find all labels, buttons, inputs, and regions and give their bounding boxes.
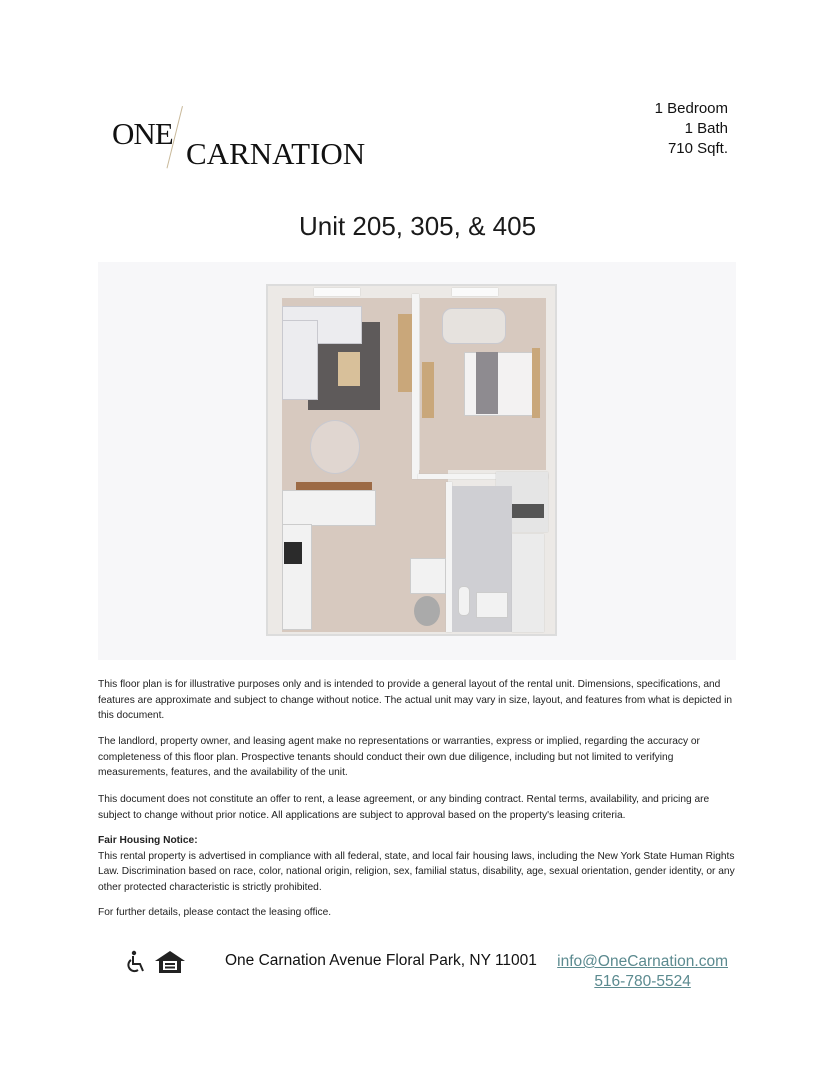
property-address: One Carnation Avenue Floral Park, NY 11001	[225, 952, 537, 969]
logo-word-one: ONE	[112, 116, 173, 151]
equal-housing-opportunity-icon	[154, 950, 186, 979]
floor-plan-image	[266, 284, 557, 636]
contact-info	[557, 952, 728, 992]
spec-area: 710 Sqft.	[667, 140, 728, 157]
disclaimer-no-offer: This document does not constitute an offer to rent, a lease agreement, or any binding contract. Rental terms, availability, and pricing are subject to change without prior notice. All applications are subject to approval based on the property's leasing criteria.	[98, 794, 710, 821]
spec-bathrooms: 1 Bath	[684, 120, 728, 137]
fair-housing-heading: Fair Housing Notice:	[98, 835, 198, 846]
brand-logo	[112, 106, 382, 176]
fair-housing-text: This rental property is advertised in compliance with all federal, state, and local fair housing laws, including the New York State Human Rights Law. Discrimination based on race, color, national origin, religion, sex, familial status, disability, age, sexual orientation, gender identity, or any other protected characteristic is strictly prohibited.	[98, 850, 735, 893]
disclaimer-no-warranty: The landlord, property owner, and leasing agent make no representations or warranties, express or implied, regarding the accuracy or completeness of this floor plan. Prospective tenants should conduct their own due diligence, including but not limited to verifying measurements, features, and the availability of the unit.	[98, 736, 700, 778]
contact-note: For further details, please contact the leasing office.	[98, 907, 332, 918]
email-link[interactable]: info@OneCarnation.com	[557, 953, 728, 970]
spec-bedrooms: 1 Bedroom	[654, 100, 728, 117]
wheelchair-accessibility-icon	[126, 950, 148, 979]
fair-housing-notice	[98, 833, 738, 895]
disclaimer-illustrative: This floor plan is for illustrative purposes only and is intended to provide a general layout of the rental unit. Dimensions, specifications, and features are approximate and subject to change without notice. The actual unit may vary in size, layout, and features from what is depicted in this document.	[98, 679, 733, 721]
page-title: Unit 205, 305, & 405	[298, 211, 537, 241]
logo-word-carnation: CARNATION	[186, 136, 366, 171]
unit-specs	[655, 99, 728, 159]
compliance-icons	[126, 950, 186, 979]
phone-link[interactable]: 516-780-5524	[594, 973, 691, 990]
